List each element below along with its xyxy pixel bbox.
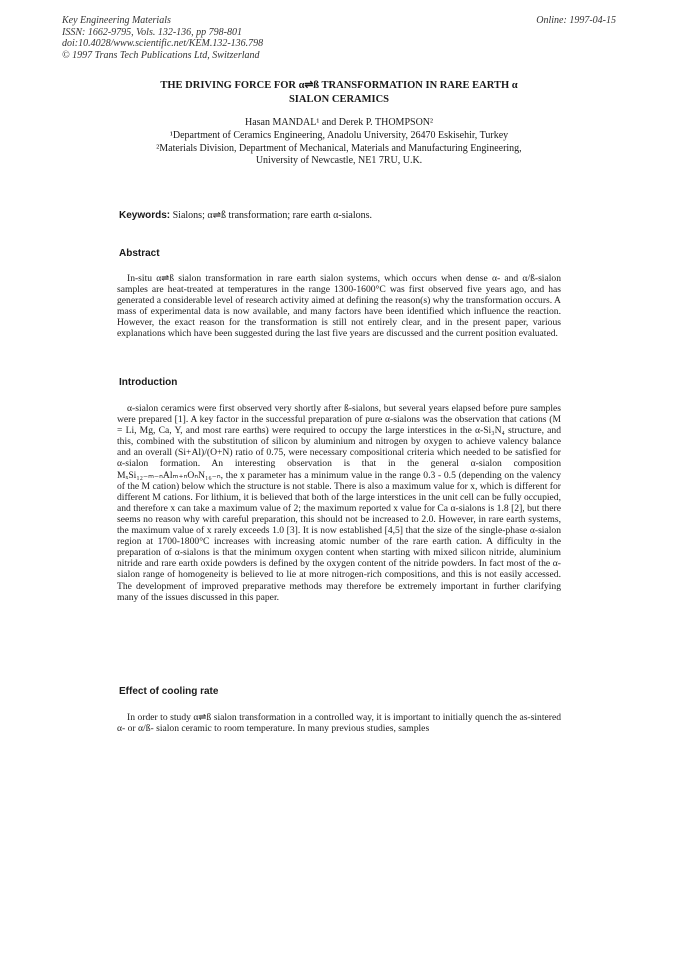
keywords-text: Sialons; α⇌ß transformation; rare earth α-sialons. [172, 210, 372, 221]
author-names: Hasan MANDAL¹ and Derek P. THOMPSON² [244, 117, 434, 128]
keywords-label: Keywords: [119, 210, 171, 221]
author-block [80, 117, 598, 168]
copyright-line: © 1997 Trans Tech Publications Ltd, Switzerland [62, 49, 260, 61]
title-line-2: SIALON CERAMICS [288, 94, 390, 105]
affiliation-1: ¹Department of Ceramics Engineering, Anadolu University, 26470 Eskisehir, Turkey [169, 129, 509, 141]
cooling-rate-heading: Effect of cooling rate [119, 686, 219, 697]
citation-header [62, 15, 263, 61]
paper-title [100, 79, 578, 107]
abstract-text: In-situ α⇌ß sialon transformation in rare earth sialon systems, which occurs when dense α- and α/ß-sialon samples are heat-treated at temperatures in the range 1300-1600°C was first observed five years ago, and has generated a considerable level of research activity aimed at defining the reason(s) why the transformation occurs. A mass of experimental data is now available, and many factors have been identified which influence the reaction. However, the exact reason for the transformation is still not entirely clear, and in the present paper, various explanations which have been suggested during the last five years are discussed and the current position evaluated. [117, 273, 561, 340]
affiliation-2: ²Materials Division, Department of Mechanical, Materials and Manufacturing Engineering, [156, 142, 522, 154]
abstract-heading: Abstract [119, 248, 160, 259]
online-date: Online: 1997-04-15 [536, 15, 616, 26]
journal-name: Key Engineering Materials [62, 15, 171, 26]
keywords [119, 210, 372, 221]
issn-line: ISSN: 1662-9795, Vols. 132-136, pp 798-801 [62, 26, 242, 38]
cooling-rate-text: In order to study α⇌ß sialon transformation in a controlled way, it is important to initially quench the as-sintered α- or α/ß- sialon ceramic to room temperature. In many previous studies, samples [117, 712, 561, 735]
doi-line: doi:10.4028/www.scientific.net/KEM.132-136.798 [62, 38, 264, 49]
introduction-heading: Introduction [119, 377, 178, 388]
affiliation-3: University of Newcastle, NE1 7RU, U.K. [255, 155, 423, 167]
introduction-text: α-sialon ceramics were first observed very shortly after ß-sialons, but several years elapsed before pure samples were prepared [1]. A key factor in the successful preparation of pure α-sialons was the observation that cations (M = Li, Mg, Ca, Y, and most rare earths) were required to occupy the large interstices in the α-Si₃N₄ structure, and this, combined with the substitution of silicon by aluminium and nitrogen by oxygen to achieve valency balance and an overall (Si+Al)/(O+N) ratio of 0.75, were necessary compositional criteria which needed to be satisfied for α-sialon formation. An interesting observation is that in the general α-sialon composition MₓSi₁₂₋ₘ₋ₙAlₘ₊ₙOₙN₁₆₋ₙ, the x parameter has a minimum value in the range 0.3 - 0.5 (depending on the valency of the M cation) below which the structure is not stable. There is also a maximum value for x, which is different for different M cations. For lithium, it is believed that both of the large interstices in the unit cell can be fully occupied, and therefore x can take a maximum value of 2; the maximum reported x value for Ca α-sialons is 1.8 [2], but there seems no reason why with careful preparation, this should not be increased to 2.0. However, in rare earth systems, the maximum value of x rarely exceeds 1.0 [3]. It is now established [4,5] that the size of the single-phase α-sialon region at 1700-1800°C increases with increasing atomic number of the rare earth cation. A difficulty in the preparation of α-sialons is that the minimum oxygen content when starting with mixed silicon nitride, aluminium nitride and rare earth oxide powders is defined by the oxygen content of the nitride powders. In fact most of the α-sialon range of homogeneity is believed to lie at more nitrogen-rich compositions, and this is not easily accessed. The development of improved preparative methods may therefore be extremely important in further clarifying many of the issues discussed in this paper. [117, 403, 561, 603]
title-line-1: THE DRIVING FORCE FOR α⇌ß TRANSFORMATION IN RARE EARTH α [160, 80, 518, 91]
